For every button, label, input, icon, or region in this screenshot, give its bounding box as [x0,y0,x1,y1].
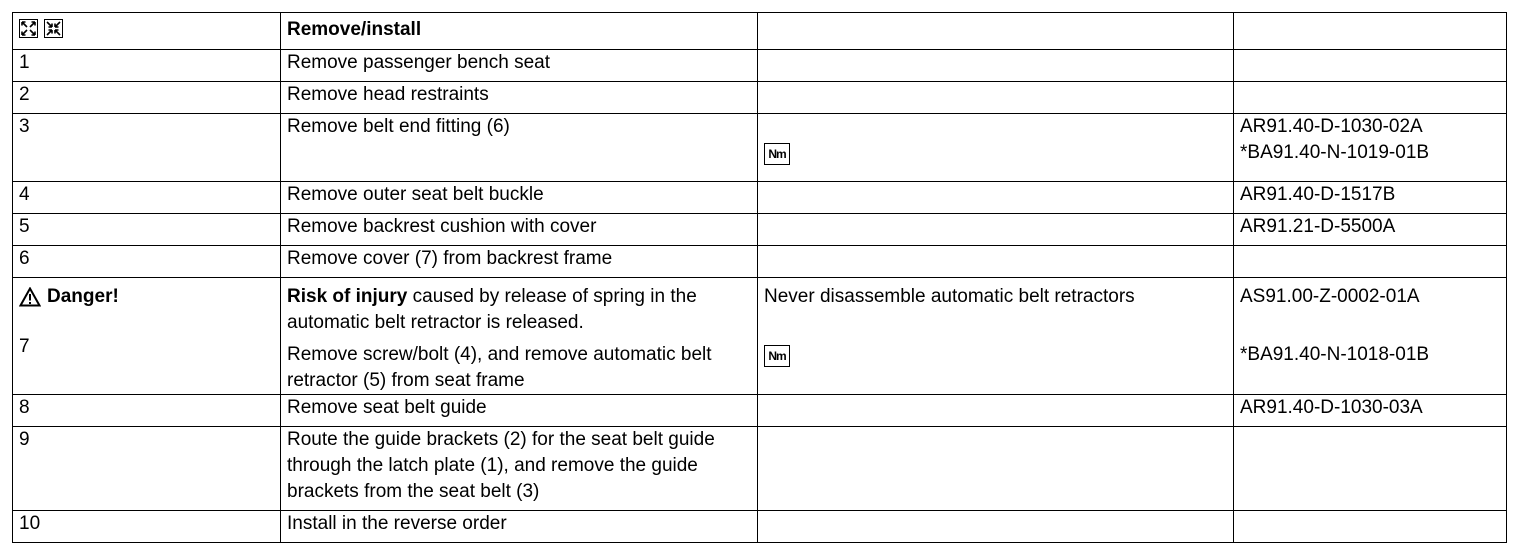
step-number: 10 [13,511,281,543]
header-icons-cell [13,13,281,50]
step-number: 6 [13,246,281,278]
step-action: Remove passenger bench seat [281,50,758,82]
ref-link[interactable]: AR91.40-D-1030-02A [1240,116,1423,137]
step-note [758,246,1234,278]
procedure-table [12,12,1507,543]
collapse-icon[interactable] [44,19,63,38]
step-note [758,511,1234,543]
step-number: 2 [13,82,281,114]
step-refs[interactable]: AR91.21-D-5500A [1234,214,1507,246]
step-refs [1234,114,1507,182]
table-row [13,395,1507,427]
danger-note-cell [758,278,1234,395]
step-action: Remove head restraints [281,82,758,114]
step-action: Remove backrest cushion with cover [281,214,758,246]
step-number: 7 [19,336,30,357]
ref-link[interactable]: *BA91.40-N-1019-01B [1240,142,1430,163]
step-refs [1234,246,1507,278]
table-row [13,82,1507,114]
danger-text: Danger! [47,286,119,307]
table-row [13,427,1507,511]
step-action: Remove belt end fitting (6) [281,114,758,182]
step-note [758,50,1234,82]
step-action: Install in the reverse order [281,511,758,543]
procedure-sheet [12,12,1506,543]
warning-triangle-icon [19,287,41,307]
header-empty-cell [758,13,1234,50]
torque-nm-icon[interactable]: Nm [764,143,790,165]
step-number: 1 [13,50,281,82]
step-note [758,114,1234,182]
step-refs [1234,82,1507,114]
step-refs[interactable]: AR91.40-D-1517B [1234,182,1507,214]
danger-detail: caused by release of spring in the automatic belt retractor is released. [287,286,697,333]
table-header-row [13,13,1507,50]
step-number: 9 [13,427,281,511]
danger-label [19,284,274,310]
table-row [13,114,1507,182]
step-refs [1234,427,1507,511]
step-note [758,82,1234,114]
header-empty-cell [1234,13,1507,50]
table-row [13,511,1507,543]
step-action: Route the guide brackets (2) for the seat belt guide through the latch plate (1), and remove the guide brackets from the seat belt (3) [281,427,758,511]
step-note [758,395,1234,427]
header-title: Remove/install [281,13,758,50]
step-note [758,214,1234,246]
table-row [13,214,1507,246]
step-note [758,182,1234,214]
ref-link[interactable]: AS91.00-Z-0002-01A [1240,286,1420,307]
step-refs [1234,511,1507,543]
danger-note: Never disassemble automatic belt retractors [764,286,1135,307]
table-row [13,246,1507,278]
step-number: 8 [13,395,281,427]
step-number: 5 [13,214,281,246]
danger-refs-cell [1234,278,1507,395]
table-row-danger [13,278,1507,395]
step-action: Remove screw/bolt (4), and remove automatic belt retractor (5) from seat frame [287,344,712,391]
torque-nm-icon[interactable]: Nm [764,345,790,367]
step-action: Remove cover (7) from backrest frame [281,246,758,278]
table-row [13,182,1507,214]
step-action: Remove outer seat belt buckle [281,182,758,214]
ref-link[interactable]: *BA91.40-N-1018-01B [1240,344,1430,365]
step-refs[interactable]: AR91.40-D-1030-03A [1234,395,1507,427]
step-refs [1234,50,1507,82]
step-action: Remove seat belt guide [281,395,758,427]
step-number: 4 [13,182,281,214]
danger-description [287,284,751,336]
expand-icon[interactable] [19,19,38,38]
danger-heading: Risk of injury [287,286,408,307]
step-note [758,427,1234,511]
danger-action-cell [281,278,758,395]
step-number: 3 [13,114,281,182]
danger-step-cell [13,278,281,395]
table-row [13,50,1507,82]
